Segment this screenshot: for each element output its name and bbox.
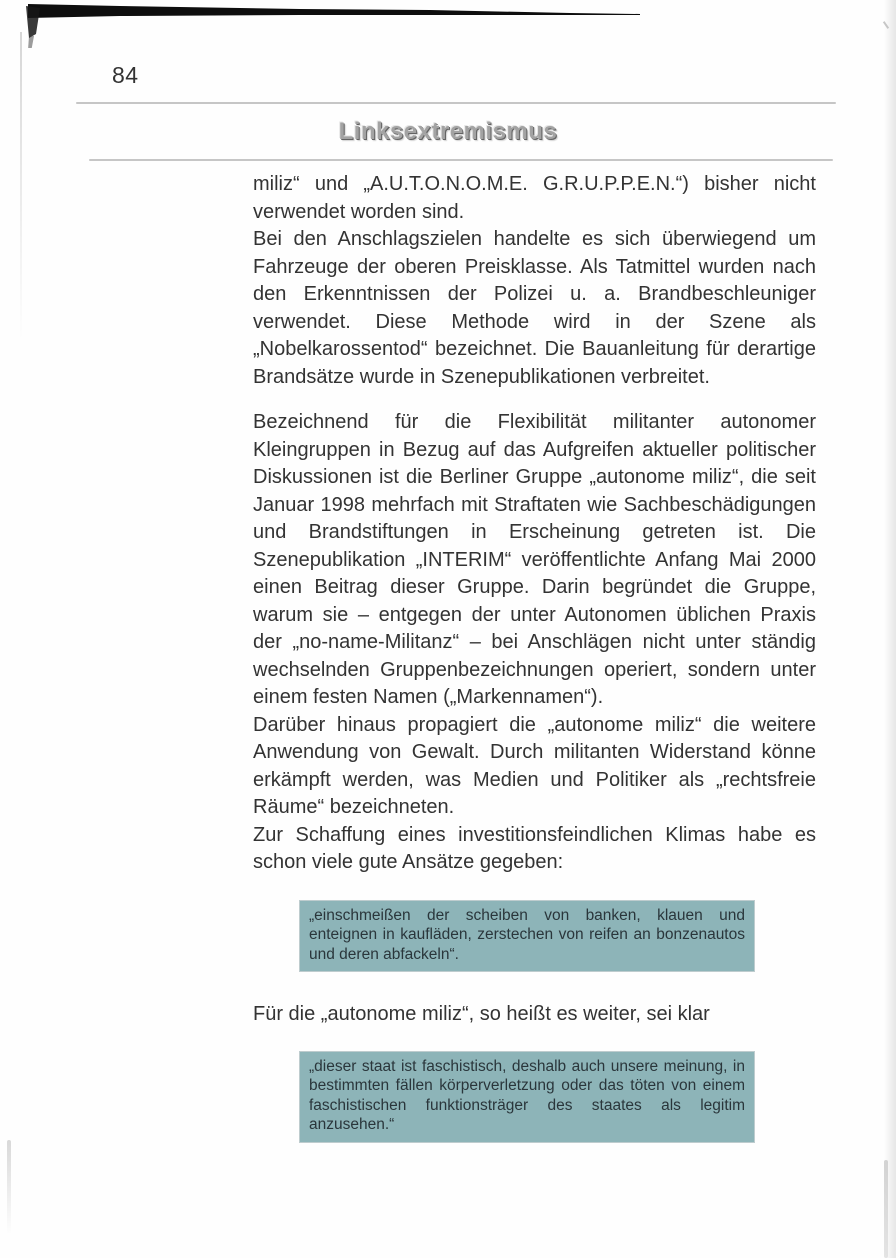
scan-crease-line <box>20 32 22 342</box>
page-edge-shadow-left <box>7 1140 11 1235</box>
paragraph-gap <box>253 391 816 409</box>
paragraph-6: Für die „autonome miliz“, so heißt es weiter, sei klar <box>253 1003 710 1025</box>
header-rule-bottom <box>89 159 833 161</box>
paragraph-3: Bezeichnend für die Flexibilität militanter autonomer Kleingruppen in Bezug auf das Aufgreifen aktueller politischer Diskussionen ist die Berliner Gruppe „autonome miliz“, die seit Januar 1998 mehrfach mit Straftaten wie Sachbeschädigungen und Brandstiftungen in Erscheinung getreten ist. Die Szenepublikation „INTERIM“ veröffentlichte Anfang Mai 2000 einen Beitrag dieser Gruppe. Darin begründet die Gruppe, warum sie – entgegen der unter Autonomen üblichen Praxis der „no-name-Militanz“ – bei Anschlägen nicht unter ständig wechselnden Gruppenbezeichnungen operiert, sondern unter einem festen Namen („Markennamen“). <box>253 411 816 708</box>
section-header: Linksextremismus <box>338 118 558 145</box>
highlighted-quote-1: „einschmeißen der scheiben von banken, klauen und enteignen in kaufläden, zerstechen von reifen an bonzenautos und deren abfackeln“. <box>300 901 754 972</box>
paragraph-1: miliz“ und „A.U.T.O.N.O.M.E. G.R.U.P.P.E.N.“) bisher nicht verwendet worden sind. <box>253 173 816 223</box>
paragraph-5: Zur Schaffung eines investitionsfeindlichen Klimas habe es schon viele gute Ansätze gegeben: <box>253 823 816 873</box>
header-rule-top <box>76 102 836 104</box>
paragraph-4: Darüber hinaus propagiert die „autonome miliz“ die weitere Anwendung von Gewalt. Durch militanten Widerstand könne erkämpft werden, was Medien und Politiker als „rechtsfreie Räume“ bezeichneten. <box>253 713 816 818</box>
page-edge-shadow-right-bottom <box>884 1160 888 1258</box>
highlighted-quote-2: „dieser staat ist faschistisch, deshalb auch unsere meinung, in bestimmten fällen körperverletzung oder das töten von einem faschistischen funktionsträger des staates als legitim anzusehen.“ <box>300 1052 754 1142</box>
page-number: 84 <box>112 62 139 88</box>
paragraph-2: Bei den Anschlagszielen handelte es sich überwiegend um Fahrzeuge der oberen Preisklasse. Als Tatmittel wurden nach den Erkenntnissen der Polizei u. a. Brandbeschleuniger verwendet. Diese Methode wird in der Szene als „Nobelkarossentod“ bezeichnet. Die Bauanleitung für derartige Brandsätze wurde in Szenepublikationen verbreitet. <box>253 228 816 388</box>
body-text-column <box>253 171 816 1142</box>
scan-artifact-top-bar <box>0 0 896 48</box>
page-edge-shadow-right <box>884 0 896 1258</box>
